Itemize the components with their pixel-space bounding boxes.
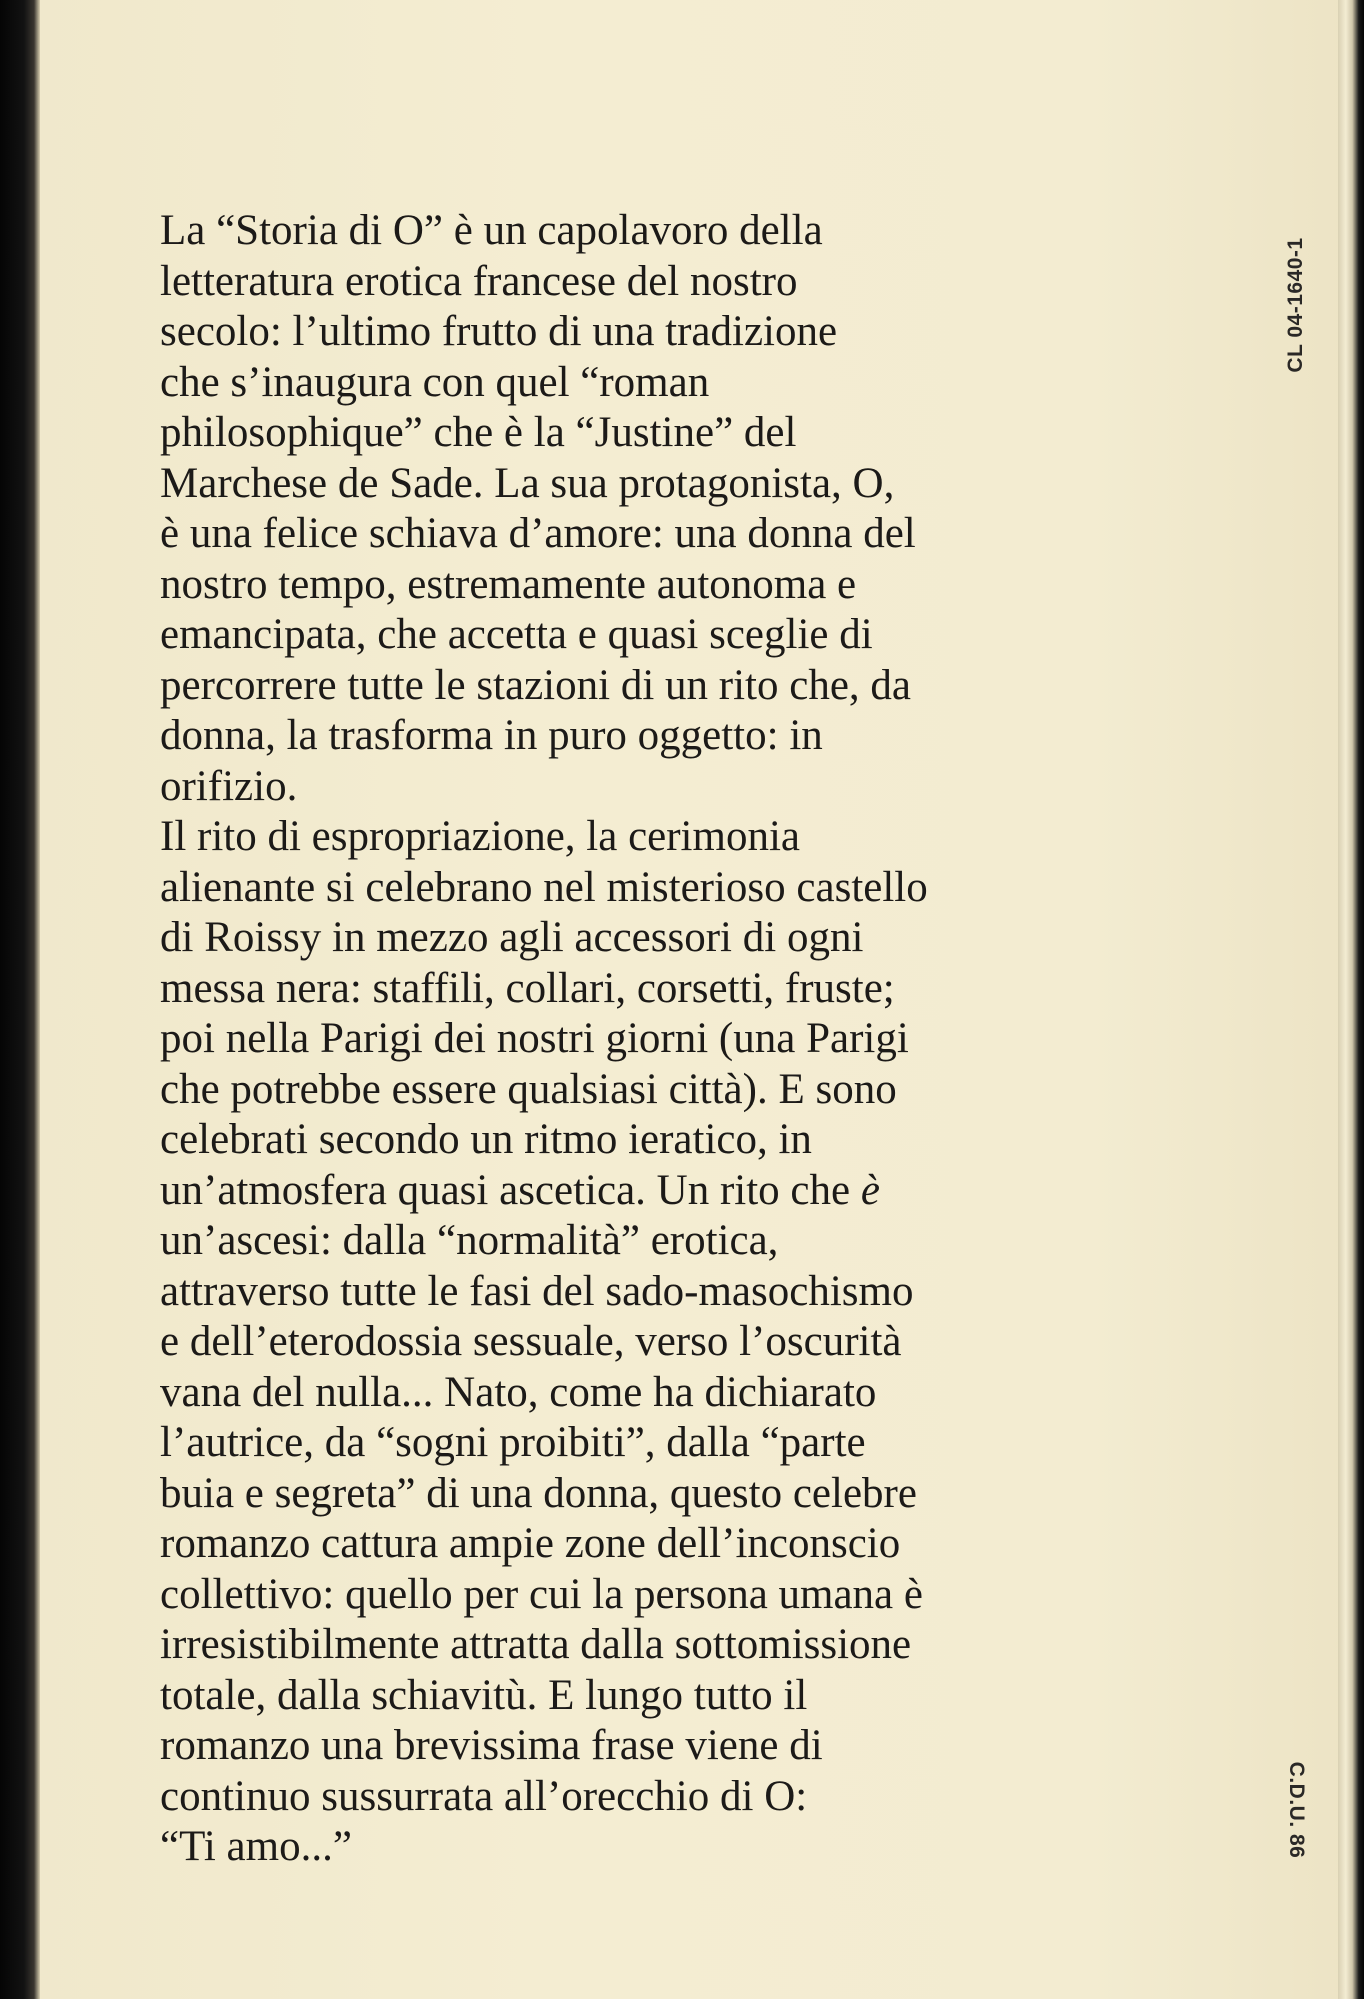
blurb-line: che s’inaugura con quel “roman — [160, 358, 710, 406]
blurb-emphasis: è — [860, 1166, 880, 1214]
price-code: C.D.U. 86 — [1285, 1761, 1308, 1859]
blurb-line: nostro tempo, estremamente autonoma e — [160, 560, 857, 608]
blurb-line: di Roissy in mezzo agli accessori di ogni — [160, 914, 864, 961]
blurb-line: l’autrice, da “sogni proibiti”, dalla “parte — [160, 1419, 866, 1466]
blurb-line: irresistibilmente attratta dalla sottomissione — [160, 1621, 912, 1668]
blurb-line: letteratura erotica francese del nostro — [160, 257, 798, 305]
blurb-line: è una felice schiava d’amore: una donna del — [160, 510, 916, 557]
blurb-line: attraverso tutte le fasi del sado-masochismo — [160, 1267, 914, 1315]
blurb-line: emancipata, che accetta e quasi sceglie di — [160, 611, 873, 658]
blurb-line: secolo: l’ultimo frutto di una tradizione — [160, 308, 838, 355]
blurb-line: Marchese de Sade. La sua protagonista, O, — [160, 459, 895, 507]
blurb-line: messa nera: staffili, collari, corsetti, fruste; — [160, 964, 895, 1012]
left-cover-edge — [0, 0, 40, 1999]
blurb-line: romanzo una brevissima frase viene di — [160, 1722, 823, 1769]
blurb-line: che potrebbe essere qualsiasi città). E sono — [160, 1065, 897, 1113]
blurb-line: alienante si celebrano nel misterioso castello — [160, 863, 928, 911]
blurb-line: buia e segreta” di una donna, questo celebre — [160, 1469, 917, 1517]
blurb-line: continuo sussurrata all’orecchio di O: — [160, 1772, 808, 1820]
blurb-line: philosophique” che è la “Justine” del — [160, 409, 797, 456]
blurb-line: percorrere tutte le stazioni di un rito che, da — [160, 661, 911, 709]
blurb-line: Il rito di espropriazione, la cerimonia — [160, 813, 800, 860]
blurb-line: un’ascesi: dalla “normalità” erotica, — [160, 1217, 779, 1264]
blurb-line: donna, la trasforma in puro oggetto: in — [160, 712, 823, 759]
blurb-line-text: un’atmosfera quasi ascetica. Un rito che — [160, 1166, 861, 1214]
blurb-line: poi nella Parigi dei nostri giorni (una Parigi — [160, 1015, 909, 1062]
blurb-line: romanzo cattura ampie zone dell’inconscio — [160, 1520, 901, 1567]
blurb-line: La “Storia di O” è un capolavoro della — [160, 207, 823, 254]
blurb-line: celebrati secondo un ritmo ieratico, in — [160, 1116, 812, 1163]
blurb-line: collettivo: quello per cui la persona umana è — [160, 1570, 923, 1618]
blurb-line: orifizio. — [160, 762, 298, 810]
blurb-line: e dell’eterodossia sessuale, verso l’oscurità — [160, 1318, 902, 1365]
blurb-line: “Ti amo...” — [160, 1823, 352, 1870]
blurb-line: vana del nulla... Nato, come ha dichiarato — [160, 1368, 877, 1416]
blurb-line: totale, dalla schiavitù. E lungo tutto il — [160, 1671, 808, 1719]
blurb-line — [160, 1166, 1160, 1217]
blurb-text — [160, 206, 1160, 1873]
right-cover-edge — [1338, 0, 1364, 1999]
catalog-code: CL 04-1640-1 — [1284, 237, 1307, 373]
